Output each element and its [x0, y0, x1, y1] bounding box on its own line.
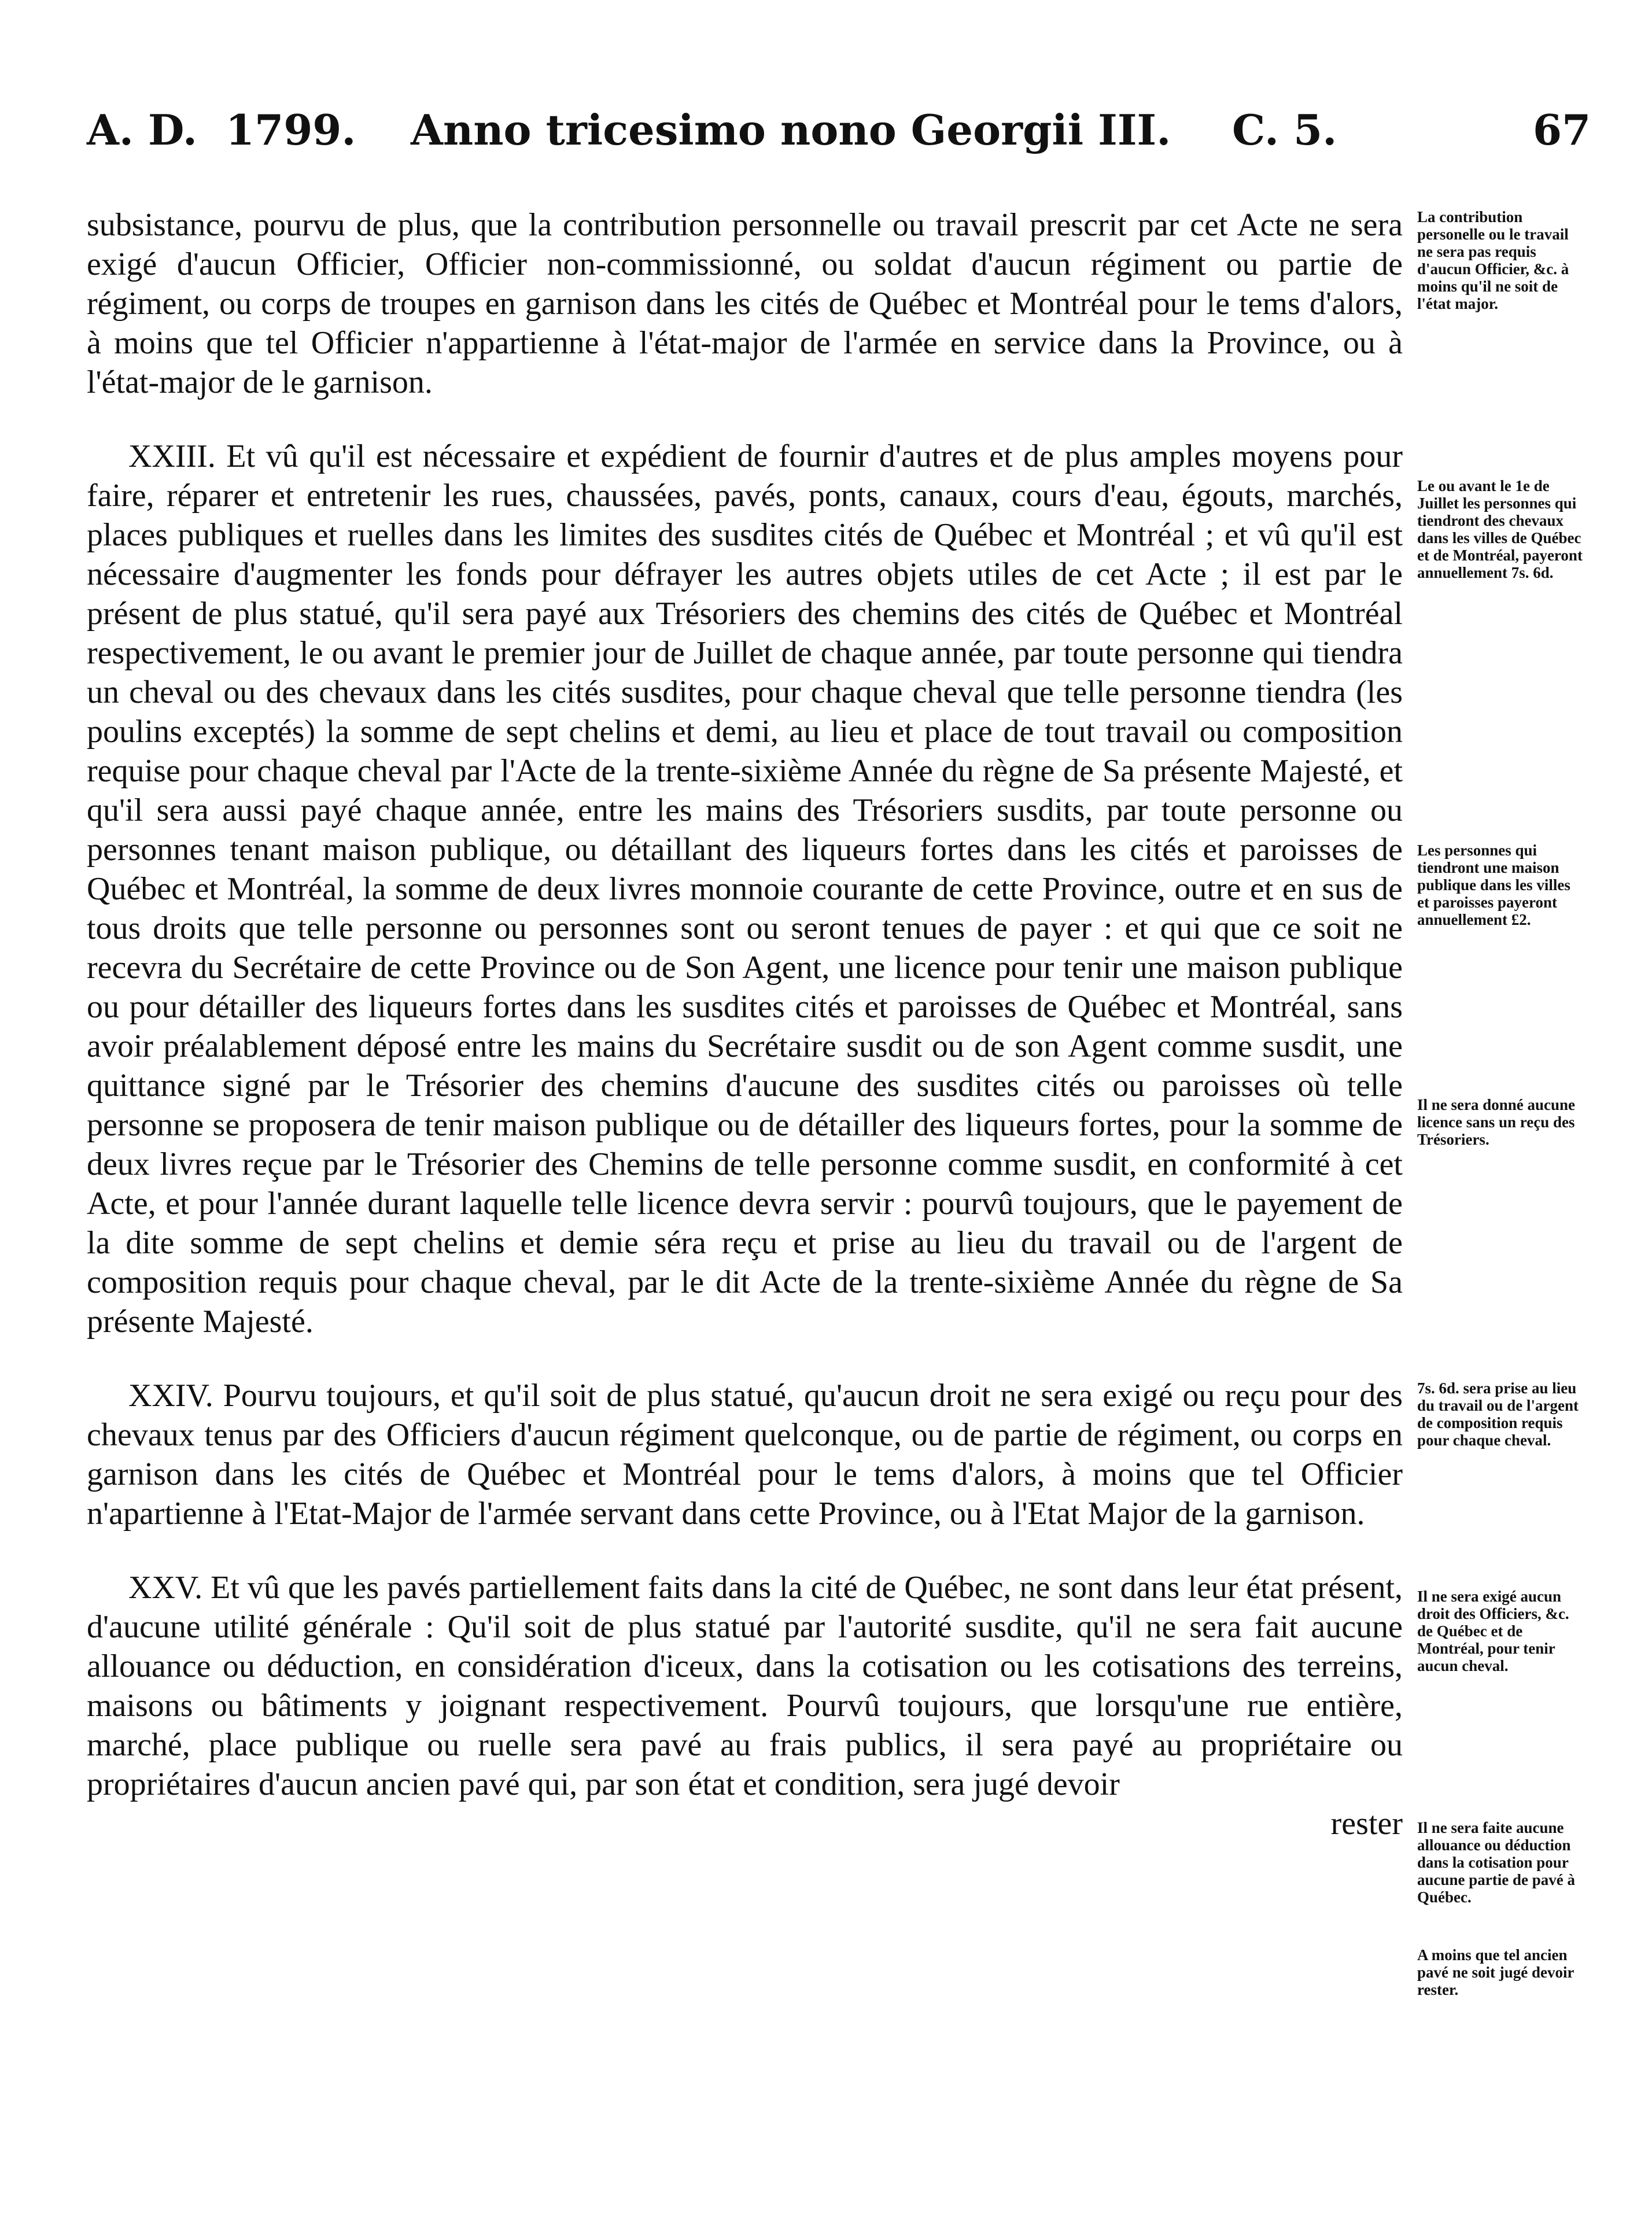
- paragraph-continuation: subsistance, pourvu de plus, que la contribution personnelle ou travail prescrit par cet Acte ne sera exigé d'aucun Officier, Officier non-commissionné, ou soldat d'aucun régiment ou partie de régiment, ou corps de troupes en garnison dans les cités de Québec et Montréal pour le tems d'alors, à moins que tel Officier n'appartienne à l'état-major de l'armée en service dans la Province, ou à l'état-major de le garnison.: [87, 207, 1403, 400]
- margin-note-pavement: Il ne sera faite aucune allouance ou déduction dans la cotisation pour aucune partie de pavé à Québec.: [1417, 1819, 1575, 1906]
- header-chapter: C. 5.: [1232, 105, 1337, 154]
- header-year: 1799.: [226, 105, 356, 154]
- margin-note-composition: 7s. 6d. sera prise au lieu du travail ou de l'argent de composition requis pour chaque cheval.: [1417, 1379, 1579, 1449]
- section-xxiv: XXIV. Pourvu toujours, et qu'il soit de plus statué, qu'aucun droit ne sera exigé ou reçu pour des chevaux tenus par des Officiers d'aucun régiment quelconque, ou de partie de régiment, ou corps en garnison dans les cités de Québec et Montréal pour le tems d'alors, à moins que tel Officier n'apartienne à l'Etat-Major de l'armée servant dans cette Province, ou à l'Etat Major de la garnison.: [87, 1378, 1403, 1532]
- margin-note-old-pavement: A moins que tel ancien pavé ne soit jugé devoir rester.: [1417, 1946, 1574, 1998]
- section-xxiii: XXIII. Et vû qu'il est nécessaire et expédient de fournir d'autres et de plus amples moyens pour faire, réparer et entretenir les rues, chaussées, pavés, ponts, canaux, cours d'eau, égouts, marchés, places publiques et ruelles dans les limites des susdites cités de Québec et Montréal ; et vû qu'il est nécessaire d'augmenter les fonds pour défrayer les autres objets utiles de cet Acte ; il est par le présent de plus statué, qu'il sera payé aux Trésoriers des chemins des cités de Québec et Montréal respectivement, le ou avant le premier jour de Juillet de chaque année, par toute personne qui tiendra un cheval ou des chevaux dans les cités susdites, pour chaque cheval que telle personne tiendra (les poulins exceptés) la somme de sept chelins et demi, au lieu et place de tout travail ou composition requise pour chaque cheval par l'Acte de la trente-sixième Année du règne de Sa présente Majesté, et qu'il sera aussi payé chaque année, entre les mains des Trésoriers susdits, par toute personne ou personnes tenant maison publique, ou détaillant des liqueurs fortes dans les cités et paroisses de Québec et Montréal, la somme de deux livres monnoie courante de cette Province, outre et en sus de tous droits que telle personne ou personnes sont ou seront tenues de payer : et qui que ce soit ne recevra du Secrétaire de cette Province ou de Son Agent, une licence pour tenir une maison publique ou pour détailler des liqueurs fortes dans les susdites cités et paroisses de Québec et Montréal, sans avoir préalablement déposé entre les mains du Secrétaire susdit ou de son Agent comme susdit, une quittance signé par le Trésorier des chemins d'aucune des susdites cités ou paroisses où telle personne se proposera de tenir maison publique ou de détailler des liqueurs fortes, pour la somme de deux livres reçue par le Trésorier des Chemins de telle personne comme susdit, en conformité à cet Acte, et pour l'année durant laquelle telle licence devra servir : pourvû toujours, que le payement de la dite somme de sept chelins et demie séra reçu et prise au lieu du travail ou de l'argent de composition requis pour chaque cheval, par le dit Acte de la trente-sixième Année du règne de Sa présente Majesté.: [87, 438, 1403, 1340]
- margin-note-licence: Il ne sera donné aucune licence sans un reçu des Trésoriers.: [1417, 1096, 1576, 1148]
- margin-note-contribution: La contribution personelle ou le travail ne sera pas requis d'aucun Officier, &c. à moins qu'il ne soit de l'état major.: [1417, 208, 1569, 312]
- page-number: 67: [1533, 105, 1591, 154]
- header-title: Anno tricesimo nono Georgii III.: [411, 105, 1171, 154]
- section-xxv: XXV. Et vû que les pavés partiellement faits dans la cité de Québec, ne sont dans leur état présent, d'aucune utilité générale : Qu'il soit de plus statué par l'autorité susdite, qu'il ne sera fait aucune allouance ou déduction, en considération d'iceux, dans la cotisation ou les cotisations des terreins, maisons ou bâtiments y joignant respectivement. Pourvû toujours, que lorsqu'une rue entière, marché, place publique ou ruelle sera pavé au frais publics, il sera payé au propriétaire ou propriétaires d'aucun ancien pavé qui, par son état et condition, sera jugé devoir: [87, 1570, 1403, 1802]
- header-ad: A. D.: [87, 105, 197, 154]
- running-header: [87, 87, 1591, 174]
- margin-note-public-houses: Les personnes qui tiendront une maison publique dans les villes et paroisses payeront annuellement £2.: [1417, 842, 1570, 928]
- margin-note-officers: Il ne sera exigé aucun droit des Officiers, &c. de Québec et de Montréal, pour tenir aucun cheval.: [1417, 1588, 1569, 1674]
- catchword: rester: [1330, 1806, 1403, 1842]
- body-text: [87, 205, 1403, 1843]
- margin-note-horses: Le ou avant le 1e de Juillet les personnes qui tiendront des chevaux dans les villes de Québec et de Montréal, payeront annuellement 7s. 6d.: [1417, 477, 1583, 581]
